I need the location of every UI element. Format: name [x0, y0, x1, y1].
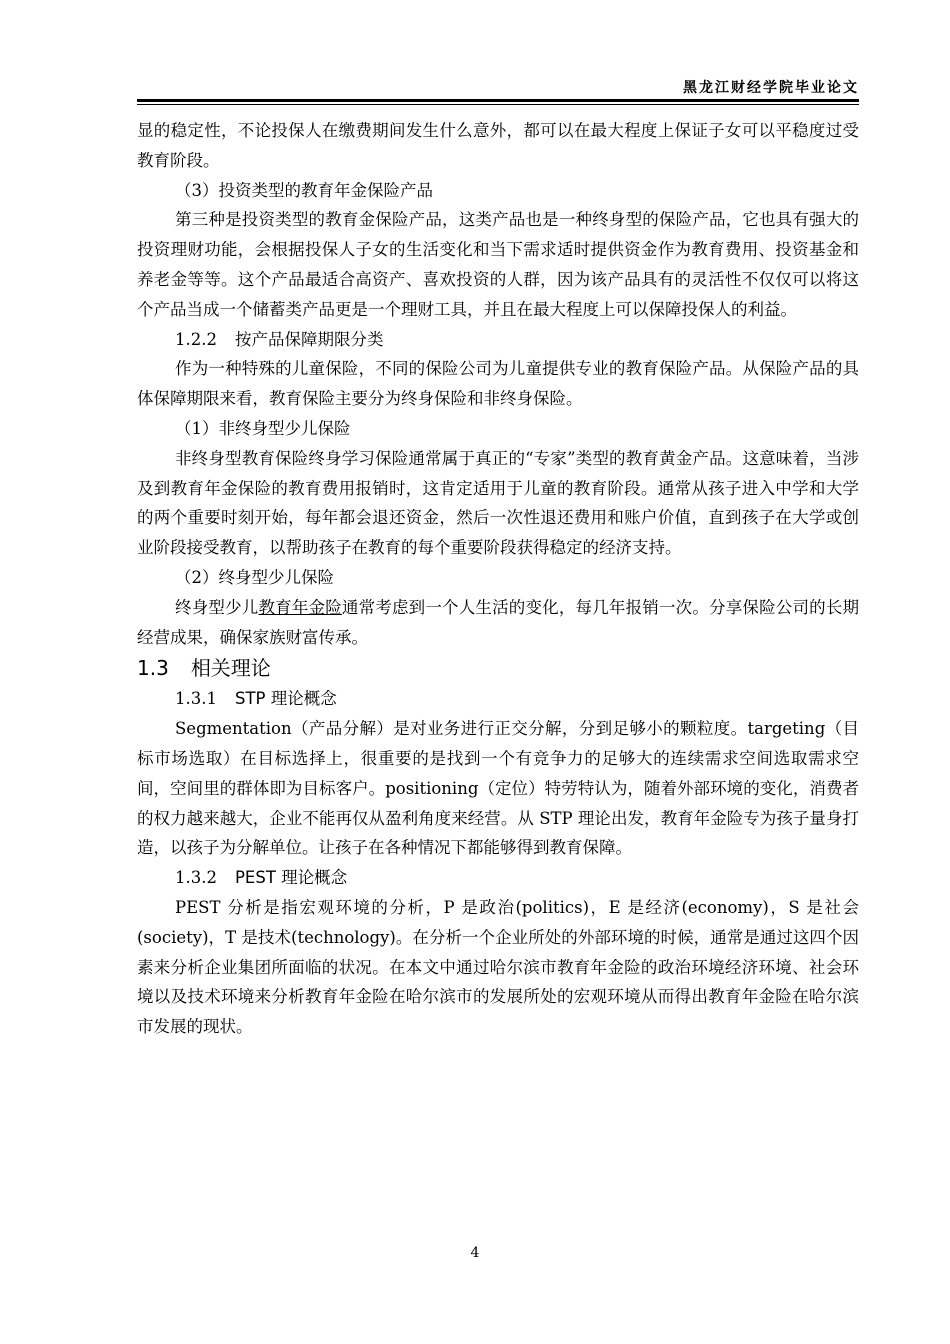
page-body: [137, 116, 859, 1042]
header-rule-thin: [137, 104, 859, 105]
section-heading-1-3: [137, 652, 859, 684]
underlined-term: 教育年金险: [258, 597, 342, 617]
paragraph: 作为一种特殊的儿童保险，不同的保险公司为儿童提供专业的教育保险产品。从保险产品的具体保障期限来看，教育保险主要分为终身保险和非终身保险。: [137, 359, 859, 409]
list-heading: （1）非终身型少儿保险: [175, 418, 351, 438]
paragraph: 第三种是投资类型的教育金保险产品，这类产品也是一种终身型的保险产品，它也具有强大的投资理财功能，会根据投保人子女的生活变化和当下需求适时提供资金作为教育费用、投资基金和养老金等等。这个产品最适合高资产、喜欢投资的人群，因为该产品具有的灵活性不仅仅可以将这个产品当成一个储蓄类产品更是一个理财工具，并且在最大程度上可以保障投保人的利益。: [137, 210, 859, 319]
section-title: STP 理论概念: [234, 689, 337, 709]
section-number: 1.3.2: [175, 868, 217, 888]
section-number: 1.3: [137, 656, 169, 681]
section-heading-1-3-1: [137, 684, 859, 714]
section-number: 1.2.2: [175, 329, 217, 349]
text-run: 通常考虑到一个人生活的变化，每几年报销一次。分享保险公司的长期经营成果，确保家族财富传承。: [137, 597, 859, 647]
paragraph: Segmentation（产品分解）是对业务进行正交分解，分到足够小的颗粒度。targeting（目标市场选取）在目标选择上，很重要的是找到一个有竞争力的足够大的连续需求空间选取需求空间，空间里的群体即为目标客户。positioning（定位）特劳特认为，随着外部环境的变化，消费者的权力越来越大，企业不能再仅从盈利角度来经营。从 STP 理论出发，教育年金险专为孩子量身打造，以孩子为分解单位。让孩子在各种情况下都能够得到教育保障。: [137, 719, 859, 858]
list-heading: （2）终身型少儿保险: [175, 567, 334, 587]
list-heading: （3）投资类型的教育年金保险产品: [175, 180, 433, 200]
section-title: 相关理论: [190, 656, 271, 681]
header-rule-thick: [137, 99, 859, 102]
section-number: 1.3.1: [175, 689, 217, 709]
paragraph: 显的稳定性，不论投保人在缴费期间发生什么意外，都可以在最大程度上保证子女可以平稳度过受教育阶段。: [137, 121, 859, 170]
paragraph: PEST 分析是指宏观环境的分析，P 是政治(politics)，E 是经济(economy)，S 是社会(society)，T 是技术(technology)。在分析一个企业所处的外部环境的时候，通常是通过这四个因素来分析企业集团所面临的状况。在本文中通过哈尔滨市教育年金险的政治环境经济环境、社会环境以及技术环境来分析教育年金险在哈尔滨市的发展所处的宏观环境从而得出教育年金险在哈尔滨市发展的现状。: [137, 897, 859, 1037]
section-heading-1-3-2: [137, 863, 859, 893]
section-title: 按产品保障期限分类: [234, 329, 384, 349]
paragraph: [137, 593, 859, 653]
text-run: 终身型少儿: [175, 597, 259, 617]
page-number: 4: [470, 1245, 480, 1261]
running-header: 黑龙江财经学院毕业论文: [683, 80, 859, 96]
paragraph: 非终身型教育保险终身学习保险通常属于真正的“专家”类型的教育黄金产品。这意味着，当涉及到教育年金保险的教育费用报销时，这肯定适用于儿童的教育阶段。通常从孩子进入中学和大学的两个重要时刻开始，每年都会退还资金，然后一次性退还费用和账户价值，直到孩子在大学或创业阶段接受教育，以帮助孩子在教育的每个重要阶段获得稳定的经济支持。: [137, 448, 859, 558]
section-title: PEST 理论概念: [234, 868, 348, 888]
section-heading-1-2-2: [137, 325, 859, 355]
